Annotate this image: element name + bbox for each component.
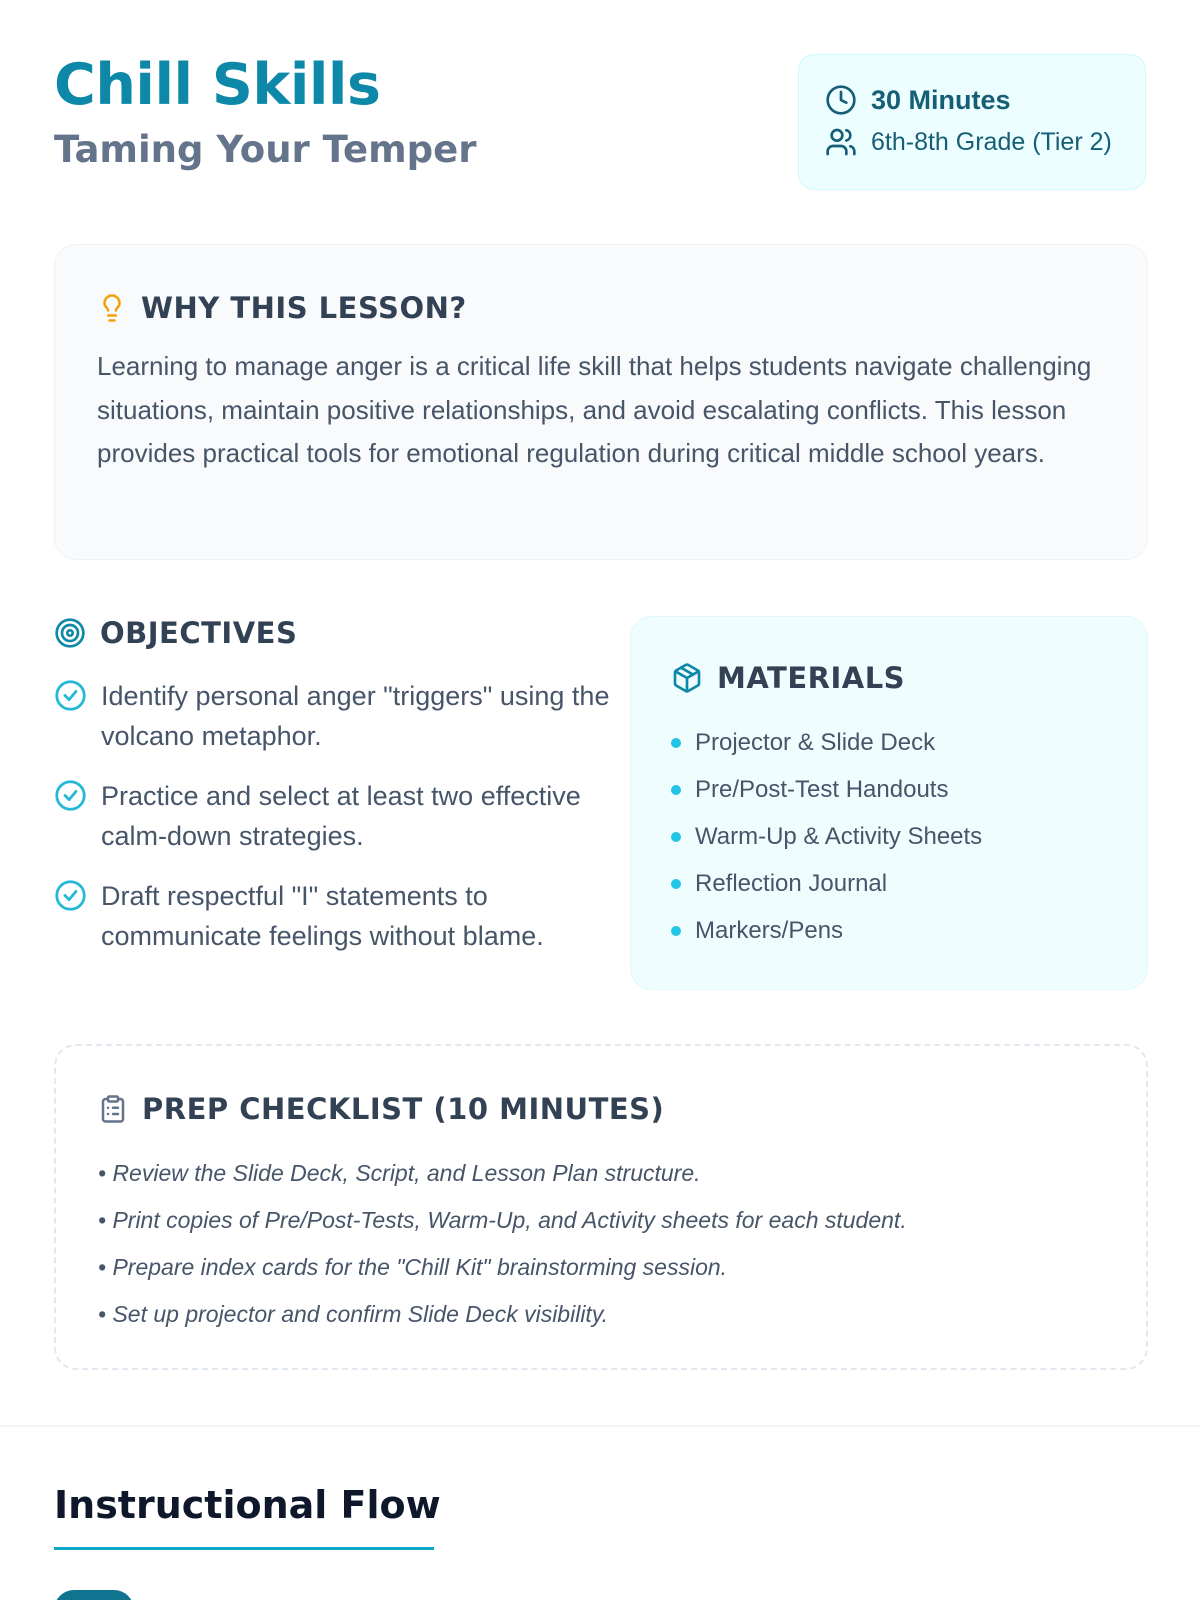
users-icon bbox=[825, 126, 857, 158]
why-heading-row bbox=[97, 291, 1105, 325]
materials-card bbox=[630, 616, 1148, 990]
materials-heading-row bbox=[671, 661, 1107, 695]
check-circle-icon bbox=[54, 779, 87, 812]
target-icon bbox=[54, 617, 86, 649]
material-text: Markers/Pens bbox=[695, 917, 844, 944]
objectives-heading-row bbox=[54, 616, 614, 650]
material-text: Warm-Up & Activity Sheets bbox=[695, 823, 983, 850]
bullet-dot bbox=[671, 738, 681, 748]
material-item bbox=[671, 860, 1107, 907]
clock-icon bbox=[825, 84, 857, 116]
materials-heading: MATERIALS bbox=[717, 661, 906, 695]
prep-checklist-card bbox=[54, 1044, 1148, 1370]
objective-item bbox=[54, 876, 614, 956]
heading-underline bbox=[54, 1547, 434, 1550]
page-subtitle: Taming Your Temper bbox=[54, 128, 477, 171]
objective-text: Draft respectful "I" statements to communicate feelings without blame. bbox=[101, 881, 544, 951]
material-item bbox=[671, 766, 1107, 813]
lesson-meta-card bbox=[798, 54, 1146, 190]
grade-text: 6th-8th Grade (Tier 2) bbox=[871, 127, 1112, 156]
objectives-section bbox=[54, 616, 614, 956]
lightbulb-icon bbox=[97, 292, 127, 324]
why-text: Learning to manage anger is a critical life skill that helps students navigate challenging situations, maintain positive relationships, and avoid escalating conflicts. This lesson provides practical tools for emotional regulation during critical middle school years. bbox=[97, 351, 1092, 468]
duration-text: 30 Minutes bbox=[871, 84, 1011, 115]
objectives-heading: OBJECTIVES bbox=[100, 616, 298, 650]
objective-text: Practice and select at least two effective calm-down strategies. bbox=[101, 781, 581, 851]
clipboard-icon bbox=[98, 1093, 128, 1125]
prep-item: • Review the Slide Deck, Script, and Lesson Plan structure. bbox=[98, 1160, 701, 1186]
step-badge bbox=[54, 1590, 134, 1600]
bullet-dot bbox=[671, 832, 681, 842]
check-circle-icon bbox=[54, 879, 87, 912]
package-icon bbox=[671, 662, 703, 694]
material-item bbox=[671, 907, 1107, 954]
bullet-dot bbox=[671, 926, 681, 936]
prep-item: • Print copies of Pre/Post-Tests, Warm-Up, and Activity sheets for each student. bbox=[98, 1207, 907, 1233]
material-item bbox=[671, 813, 1107, 860]
bullet-dot bbox=[671, 785, 681, 795]
prep-heading-row bbox=[98, 1092, 1104, 1126]
section-divider bbox=[0, 1425, 1200, 1427]
why-heading: WHY THIS LESSON? bbox=[141, 291, 467, 325]
objective-item bbox=[54, 776, 614, 856]
material-item bbox=[671, 719, 1107, 766]
duration-row bbox=[825, 83, 1119, 117]
bullet-dot bbox=[671, 879, 681, 889]
objective-item bbox=[54, 676, 614, 756]
prep-heading: PREP CHECKLIST (10 MINUTES) bbox=[142, 1092, 665, 1126]
check-circle-icon bbox=[54, 679, 87, 712]
grade-row bbox=[825, 125, 1119, 159]
prep-item: • Prepare index cards for the "Chill Kit" brainstorming session. bbox=[98, 1254, 728, 1280]
material-text: Reflection Journal bbox=[695, 870, 888, 897]
material-text: Projector & Slide Deck bbox=[695, 729, 936, 756]
instructional-flow-heading: Instructional Flow bbox=[54, 1483, 441, 1527]
objective-text: Identify personal anger "triggers" using the volcano metaphor. bbox=[101, 681, 610, 751]
why-this-lesson-card bbox=[54, 244, 1148, 560]
objectives-list bbox=[54, 676, 614, 956]
page-title: Chill Skills bbox=[54, 52, 381, 118]
prep-item: • Set up projector and confirm Slide Deck visibility. bbox=[98, 1301, 608, 1327]
prep-list bbox=[98, 1150, 1104, 1338]
material-text: Pre/Post-Test Handouts bbox=[695, 776, 949, 803]
materials-list bbox=[671, 719, 1107, 954]
